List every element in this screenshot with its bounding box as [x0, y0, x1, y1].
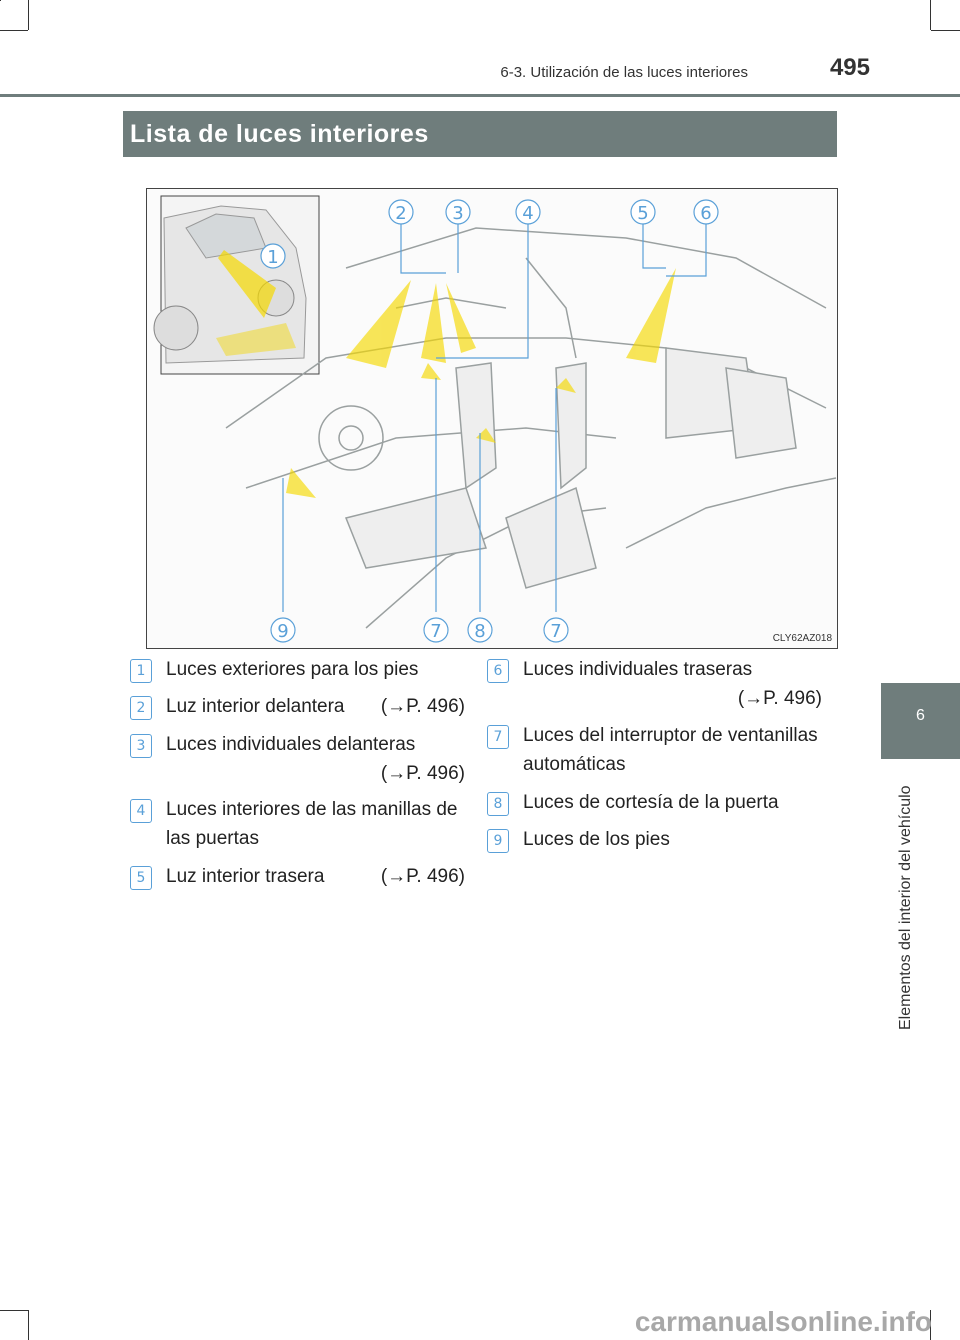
list-item-2	[130, 692, 465, 722]
crop-mark	[0, 1310, 28, 1311]
chapter-number: 6	[916, 707, 925, 724]
list-item-6	[487, 655, 822, 715]
figure-code: CLY62AZ018	[772, 633, 832, 644]
car-interior-illustration	[146, 188, 838, 649]
callout-6: 6	[700, 203, 712, 224]
list-item-3	[130, 730, 465, 790]
list-item-1	[130, 655, 465, 685]
callout-8: 8	[474, 621, 486, 642]
header-section-title: 6-3. Utilización de las luces interiores	[500, 64, 748, 81]
item-number: 5	[130, 866, 152, 890]
exterior-inset	[154, 196, 319, 374]
crop-mark	[28, 0, 29, 30]
header-divider	[0, 94, 960, 97]
list-item-4	[130, 795, 465, 855]
chapter-title: Elementos del interior del vehículo	[897, 785, 914, 1030]
item-label: Luces exteriores para los pies	[166, 659, 419, 680]
callout-5: 5	[637, 203, 649, 224]
crop-mark	[0, 0, 1, 1]
item-label-continued: las puertas	[166, 828, 259, 849]
item-number: 6	[487, 659, 509, 683]
item-number: 9	[487, 829, 509, 853]
item-number: 8	[487, 792, 509, 816]
item-number: 2	[130, 696, 152, 720]
section-title: Lista de luces interiores	[130, 120, 429, 148]
item-label: Luces individuales delanteras	[166, 734, 416, 755]
callout-7b: 7	[550, 621, 562, 642]
callout-3: 3	[452, 203, 464, 224]
chapter-tab	[881, 683, 960, 759]
item-label: Luz interior trasera	[166, 866, 325, 887]
item-label: Luz interior delantera	[166, 696, 345, 717]
item-label-continued: automáticas	[523, 754, 626, 775]
list-item-5	[130, 862, 465, 892]
page-number: 495	[829, 54, 870, 81]
item-label: Luces individuales traseras	[523, 659, 753, 680]
crop-mark	[931, 30, 960, 31]
callout-7a: 7	[430, 621, 442, 642]
list-item-8	[487, 788, 822, 818]
item-label: Luces de los pies	[523, 829, 670, 850]
page-reference: (→P. 496)	[380, 866, 465, 887]
item-number: 7	[487, 725, 509, 749]
item-label: Luces del interruptor de ventanillas	[523, 725, 818, 746]
item-label: Luces de cortesía de la puerta	[523, 792, 779, 813]
section-title-bar	[123, 111, 837, 157]
page-reference: (→P. 496)	[380, 696, 465, 717]
callout-2: 2	[395, 203, 407, 224]
interior-lights-figure	[146, 188, 838, 649]
callout-1: 1	[267, 247, 279, 268]
item-number: 4	[130, 799, 152, 823]
crop-mark	[930, 0, 931, 30]
item-label: Luces interiores de las manillas de	[166, 799, 458, 820]
page-reference: (→P. 496)	[737, 688, 822, 709]
item-number: 1	[130, 659, 152, 683]
list-item-7	[487, 721, 832, 781]
callout-9: 9	[277, 621, 289, 642]
page-reference: (→P. 496)	[380, 763, 465, 784]
crop-mark	[28, 1310, 29, 1340]
callout-4: 4	[522, 203, 534, 224]
crop-mark	[0, 30, 28, 31]
item-number: 3	[130, 734, 152, 758]
list-item-9	[487, 825, 822, 855]
footer-watermark: carmanualsonline.info	[634, 1306, 932, 1337]
